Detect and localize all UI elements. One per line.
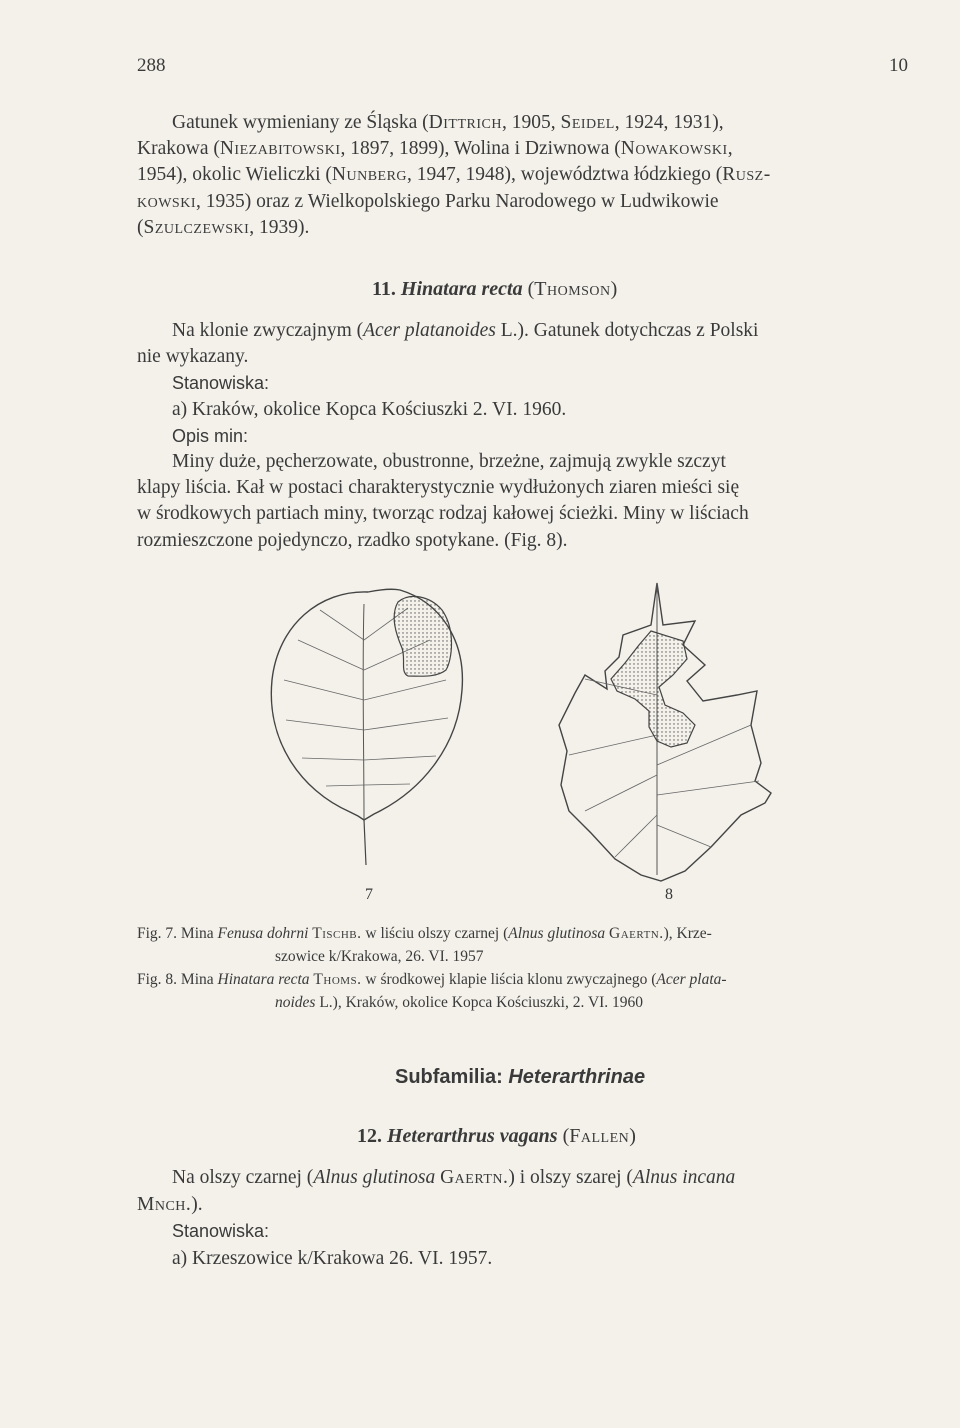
header-right-number: 10 — [889, 55, 908, 76]
section-11-body: Na klonie zwyczajnym (Acer platanoides L.). Gatunek dotychczas z Polski nie wykazany. Stanowiska: a) Kraków, okolice Kopca Kościuszki 2. VI. 1960. Opis min: Miny duże, pęcherzowate, obustronne, brzeżne, zajmują zwykle szczyt klapy liścia. Kał w postaci charakterystycznie wydłużonych ziaren mieści się w środkowych partiach miny, tworząc rodzaj kałowej ścieżki. Miny w liściach rozmieszczone pojedynczo, rzadko spotykane. (Fig. 8). — [137, 318, 922, 554]
section-11-heading: 11. Hinatara recta (Thomson) — [372, 278, 618, 300]
opis-min-label: Opis min: — [172, 425, 249, 446]
section-12-heading: 12. Heterarthrus vagans (Fallen) — [357, 1125, 636, 1147]
figure-7-alder-leaf — [250, 580, 490, 880]
stanowiska-label: Stanowiska: — [172, 373, 270, 394]
figure-7-caption: Fig. 7. Mina Fenusa dohrni Tischb. w liściu olszy czarnej (Alnus glutinosa Gaertn.), Krze- szowice k/Krakowa, 26. VI. 1957 — [137, 925, 712, 965]
subfamilia-heading: Subfamilia: Heterarthrinae — [395, 1066, 646, 1088]
figure-8-label: 8 — [665, 886, 673, 903]
figure-7-label: 7 — [365, 886, 373, 903]
figure-8-maple-leaf — [545, 575, 795, 885]
figure-8-caption: Fig. 8. Mina Hinatara recta Thoms. w środkowej klapie liścia klonu zwyczajnego (Acer plata- noides L.), Kraków, okolice Kopca Kościuszki, 2. VI. 1960 — [137, 971, 727, 1011]
distribution-paragraph: Gatunek wymieniany ze Śląska (Dittrich, 1905, Seidel, 1924, 1931), Krakowa (Niezabitowski, 1897, 1899), Wolina i Dziwnowa (Nowakowski, 1954), okolic Wieliczki (Nunberg, 1947, 1948), województwa łódzkiego (Rusz- kowski, 1935) oraz z Wielkopolskiego Parku Narodowego w Ludwikowie (Szulczewski, 1939). — [137, 112, 771, 238]
stanowiska-label-12: Stanowiska: — [172, 1221, 270, 1241]
page-number: 288 — [137, 55, 166, 76]
section-12-body: Na olszy czarnej (Alnus glutinosa Gaertn.) i olszy szarej (Alnus incana Mnch.). Stanowiska: a) Krzeszowice k/Krakowa 26. VI. 1957. — [137, 1164, 922, 1272]
